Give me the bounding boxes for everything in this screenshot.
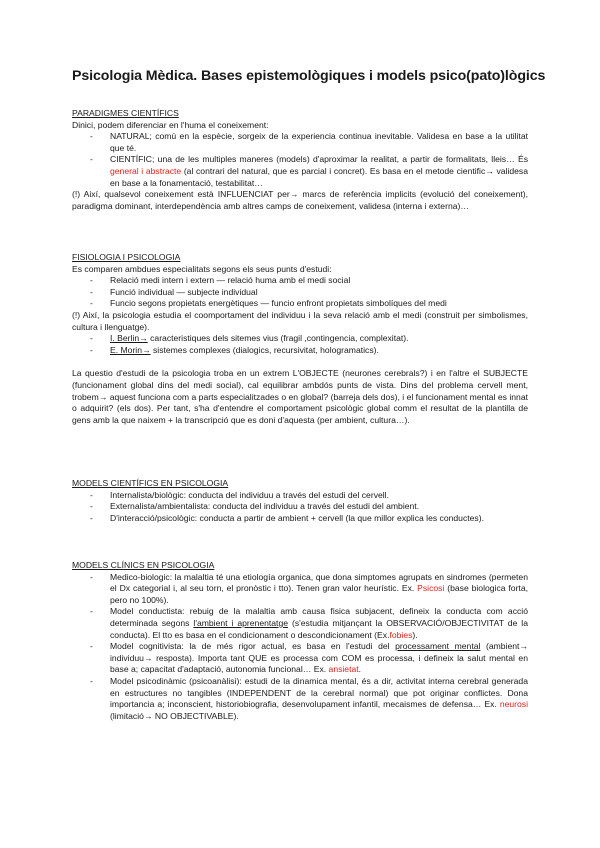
list-item: - Model cognitivista: la de més rigor actual, es basa en l'estudi del processament mental (ambient→ individuu→ resposta). Importa tant QUE es processa com COM es processa, i defineix la salut mental en base a; capacitat d'adaptació, autonomia funcional… Ex. ansietat. bbox=[72, 641, 528, 676]
page-title: Psicologia Mèdica. Bases epistemològiques i models psico(pato)lògics bbox=[72, 68, 546, 84]
list-item: - Relació medi intern i extern — relació huma amb el medi social bbox=[72, 275, 528, 287]
list-item: - Medico-biologic: la malaltia té una etiología organica, que dona simptomes agrupats en sindromes (permeten el Dx categorial i, al seu torn, el pronòstic i tto). Tenen gran valor heurístic. Ex. Psicosi (base biologica forta, pero no 100%). bbox=[72, 572, 528, 607]
underlined-text: l'ambient i aprenentatge bbox=[193, 617, 289, 628]
list-item: - Externalista/ambientalista: conducta del individuu a través del estudi del ambient. bbox=[72, 501, 528, 513]
section-heading: PARADIGMES CIENTÍFICS bbox=[72, 108, 179, 118]
list-item: - Model psicodinàmic (psicoanàlisi): estudi de la dinamica mental, és a dir, activitat interna cerebral generada en estructures no tangibles (INDEPENDENT de la cerebral normal) que pot originar conflictes. Dona importancia a; inconscient, historiobiografia, desenvolupament infantil, mecaismes de defensa… Ex. neurosi (limitació→ NO OBJECTIVABLE). bbox=[72, 676, 528, 722]
bullet-list bbox=[72, 572, 528, 723]
list-item: - Funció individual — subjecte individual bbox=[72, 287, 528, 299]
section-heading: FISIOLOGIA I PSICOLOGIA bbox=[72, 252, 181, 262]
bullet-list bbox=[72, 490, 528, 525]
list-item: - Funcio segons propietats energètiques — funcio enfront propietats simbolíques del medi bbox=[72, 298, 528, 310]
section-paradigmes bbox=[72, 108, 528, 212]
paragraph-intro: Dinici, podem diferenciar en l'huma el coneixement: bbox=[72, 119, 269, 130]
list-item: - Model conductista: rebuig de la malaltia amb causa fisica subjacent, defineix la conducta com acció determinada segons l'ambient i aprenentatge (s'estudia mitjançant la OBSERVACIÓ/OBJECTIVITAT de la conducta). El tto es basa en el condicionament o descondicionament (Ex.fobies). bbox=[72, 606, 528, 641]
section-models-clinics bbox=[72, 560, 528, 722]
highlight-text: fobies bbox=[389, 629, 413, 640]
bullet-list bbox=[72, 333, 528, 356]
section-models-cientifics bbox=[72, 478, 528, 524]
highlight-text: Psicosi bbox=[417, 583, 445, 594]
underlined-text: processament mental bbox=[395, 641, 481, 652]
list-item: - CIENTÍFIC; una de les multiples maneres (models) d'aproximar la realitat, a partir de formalitats, lleis… És general i abstracte (al contrari del natural, que es parcial i concret). Es basa en el metode cientific→ validesa en base a la fonamentació, testabilitat… bbox=[72, 154, 528, 189]
bullet-list bbox=[72, 275, 528, 310]
paragraph-note: (!) Així, qualsevol coneixement està INFLUENCIAT per→ marcs de referència implicits (evolució del coneixement), paradigma dominant, interdependència amb altres camps de coneixement, validesa (interna i externa)… bbox=[72, 189, 528, 211]
list-item: - I. Berlin→ caracteristiques dels sitemes vius (fragil ,contingencia, complexitat). bbox=[72, 333, 528, 345]
list-item: - E. Morin→ sistemes complexes (dialogics, recursivitat, hologramatics). bbox=[72, 345, 528, 357]
list-item: - D'interacció/psicològic: conducta a partir de ambient + cervell (la que millor explica les conductes). bbox=[72, 513, 528, 525]
author-name: E. Morin→ bbox=[110, 344, 151, 355]
highlight-text: general i abstracte bbox=[110, 165, 182, 176]
section-fisiologia bbox=[72, 252, 528, 426]
highlight-text: ansietat bbox=[328, 664, 359, 675]
list-item: - Internalista/biològic: conducta del individuu a través del estudi del cervell. bbox=[72, 490, 528, 502]
section-heading: MODELS CIENTÍFICS EN PSICOLOGIA bbox=[72, 478, 229, 488]
bullet-list bbox=[72, 131, 528, 189]
highlight-text: neurosi bbox=[499, 699, 528, 710]
section-heading: MODELS CLÍNICS EN PSICOLOGIA bbox=[72, 560, 215, 570]
list-item: - NATURAL; comú en la espècie, sorgeix de la experiencia continua inevitable. Validesa en base a la utilitat que té. bbox=[72, 131, 528, 154]
paragraph-body: La questio d'estudi de la psicologia troba en un extrem L'OBJECTE (neurones cerebrals?) i en l'altre el SUBJECTE (funcionament global dins del medi social), cal equilibrar ambdós punts de vista. Dins del problema cervell ment, trobem→ aquest funciona com a parts especialitzades o en global? (barreja dels dos), i el funcionament mental es innat o adquirit? (els dos). Per tant, s'ha d'entendre el comportament psicològic global comm el resultat de la plantilla de gens amb la que naixem + la transcripció que es doni d'aquesta (per ambient, cultura…). bbox=[72, 368, 528, 425]
author-name: I. Berlin→ bbox=[110, 333, 148, 344]
paragraph-intro: Es comparen ambdues especialitats segons els seus punts d'estudi: bbox=[72, 263, 332, 274]
paragraph-note: (!) Així, la psicologia estudia el coomportament del individuu i la seva relació amb el medi (construit per simbolismes, cultura i llenguatge). bbox=[72, 309, 528, 332]
